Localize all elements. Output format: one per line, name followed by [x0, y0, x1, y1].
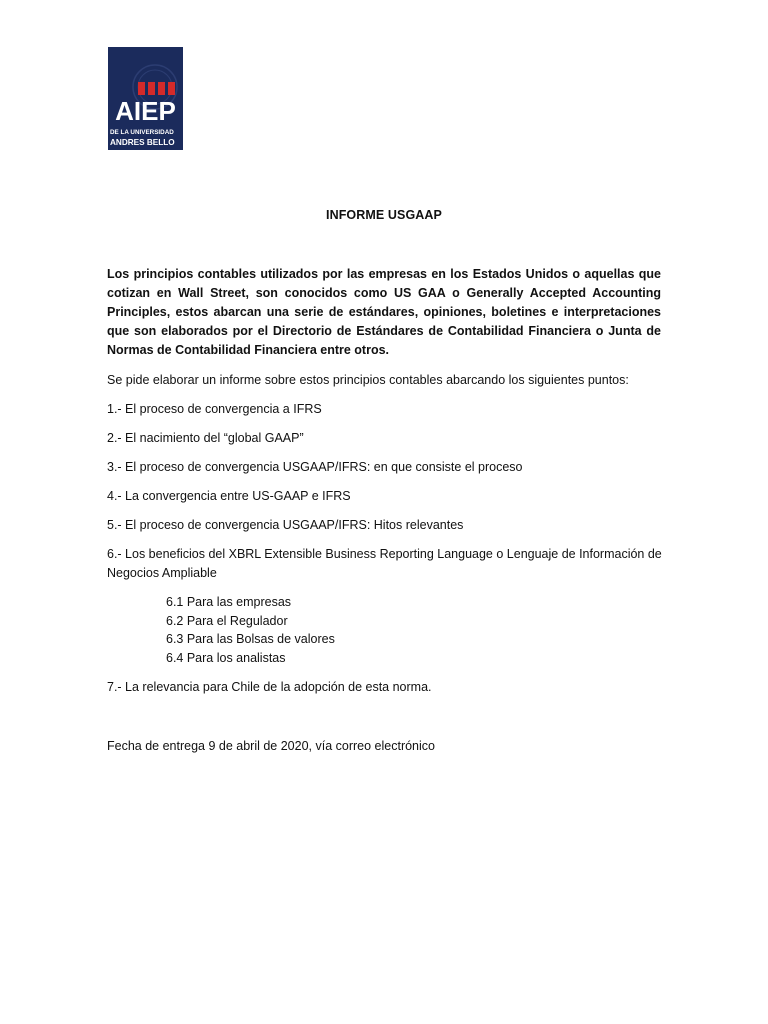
logo-brand-text: AIEP: [115, 96, 176, 126]
point-4: 4.- La convergencia entre US-GAAP e IFRS: [107, 489, 351, 503]
request-paragraph: Se pide elaborar un informe sobre estos principios contables abarcando los siguientes puntos:: [107, 373, 629, 387]
subpoint-6-4: 6.4 Para los analistas: [166, 650, 286, 665]
point-6: 6.- Los beneficios del XBRL Extensible Business Reporting Language o Lenguaje de Información de Negocios Ampliable: [107, 547, 662, 580]
subpoint-6-3: 6.3 Para las Bolsas de valores: [166, 632, 335, 647]
subpoint-6-2: 6.2 Para el Regulador: [166, 613, 288, 628]
intro-paragraph: Los principios contables utilizados por las empresas en los Estados Unidos o aquellas que cotizan en Wall Street, son conocidos como US GAA o Generally Accepted Accounting Principles, estos abarcan una serie de estándares, opiniones, boletines e interpretaciones que son elaborados por el Directorio de Estándares de Contabilidad Financiera o Junta de Normas de Contabilidad Financiera entre otros.: [107, 267, 661, 357]
deadline-text: Fecha de entrega 9 de abril de 2020, vía correo electrónico: [107, 739, 435, 753]
aiep-logo-graphic: [108, 47, 183, 150]
point-7: 7.- La relevancia para Chile de la adopción de esta norma.: [107, 680, 432, 694]
aiep-logo: [108, 47, 183, 150]
subpoint-list: [166, 593, 335, 667]
document-title: INFORME USGAAP: [326, 208, 442, 222]
point-2: 2.- El nacimiento del “global GAAP”: [107, 431, 304, 445]
logo-line2-text: ANDRES BELLO: [110, 138, 175, 147]
point-1: 1.- El proceso de convergencia a IFRS: [107, 402, 322, 416]
point-3: 3.- El proceso de convergencia USGAAP/IFRS: en que consiste el proceso: [107, 460, 523, 474]
point-5: 5.- El proceso de convergencia USGAAP/IFRS: Hitos relevantes: [107, 518, 464, 532]
logo-line1-text: DE LA UNIVERSIDAD: [110, 129, 174, 136]
subpoint-6-1: 6.1 Para las empresas: [166, 595, 292, 609]
